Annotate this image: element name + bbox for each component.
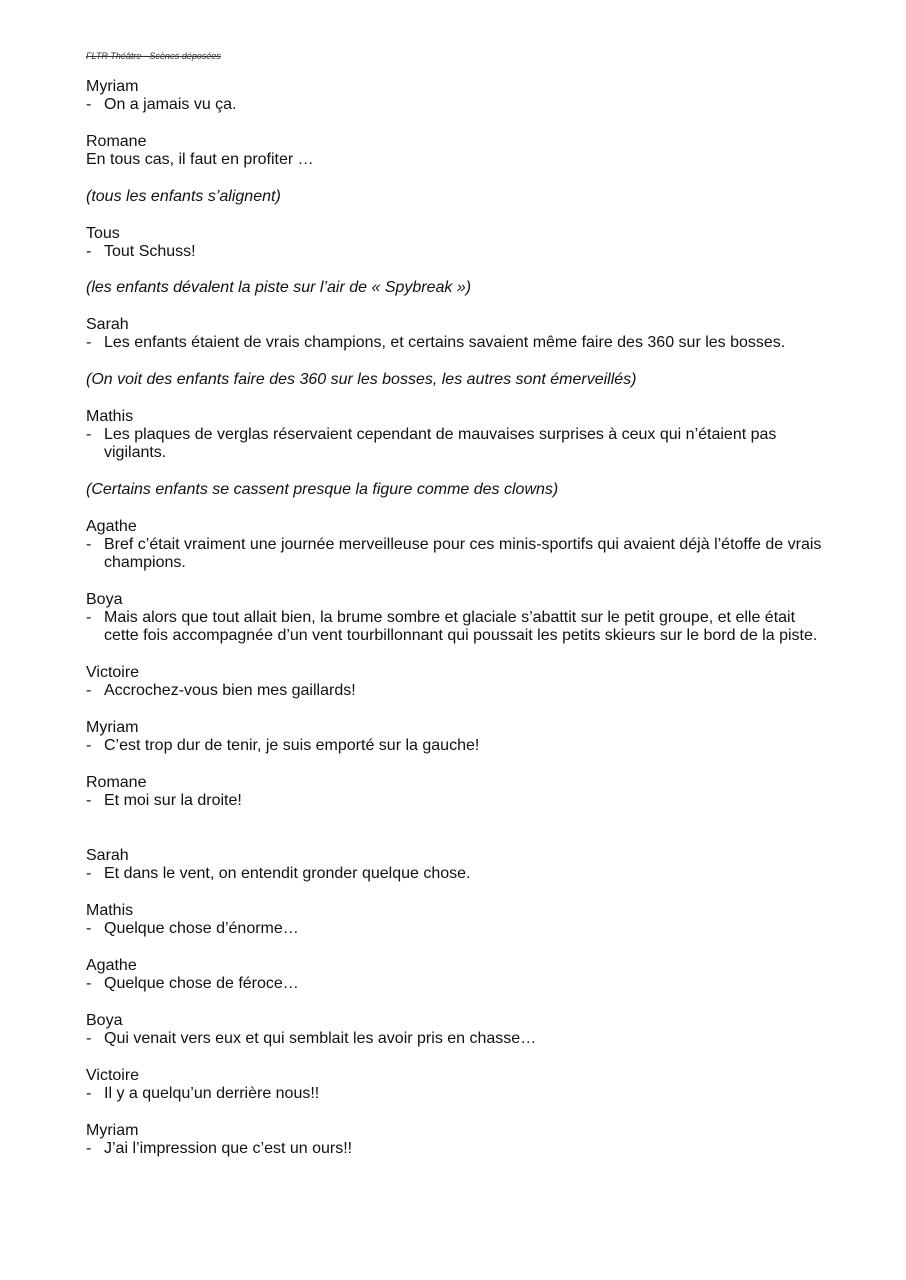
stage-direction: (Certains enfants se cassent presque la figure comme des clowns) [86,480,559,498]
speaker-name: Mathis [86,901,134,919]
dialogue-line [86,682,826,700]
dialogue-dash: - [86,1139,92,1157]
speaker-name: Sarah [86,846,129,864]
dialogue-dash: - [86,242,92,260]
dialogue-line [86,737,826,755]
dialogue-block [86,719,826,755]
dialogue-block [86,957,826,993]
dialogue-block [86,1067,826,1103]
speaker-name: Victoire [86,663,140,681]
dialogue-dash: - [86,608,92,626]
dialogue-line [86,920,826,938]
dialogue-block [86,78,826,114]
speaker-name: Mathis [86,407,134,425]
dialogue-dash: - [86,736,92,754]
dialogue-dash: - [86,681,92,699]
stage-direction: (les enfants dévalent la piste sur l’air de « Spybreak ») [86,279,472,297]
speaker-name: Myriam [86,718,139,736]
dialogue-dash: - [86,975,92,992]
dialogue-dash: - [86,1029,92,1047]
dialogue-block [86,847,826,883]
dialogue-block [86,408,826,463]
speaker-name: Sarah [86,316,129,334]
dialogue-line [86,536,826,572]
dialogue-text: J’ai l’impression que c’est un ours!! [104,1139,353,1157]
dialogue-dash: - [86,791,92,809]
dialogue-dash: - [86,535,92,553]
speaker-name: Romane [86,132,147,150]
dialogue-text: Quelque chose de féroce… [104,975,299,992]
speaker-name: Myriam [86,1121,139,1139]
dialogue-text: On a jamais vu ça. [104,96,237,114]
dialogue-dash: - [86,1084,92,1102]
dialogue-text: C’est trop dur de tenir, je suis emporté sur la gauche! [104,736,480,754]
dialogue-dash: - [86,425,92,443]
dialogue-line [86,865,826,883]
dialogue-line [86,1140,826,1158]
dialogue-text: Bref c’était vraiment une journée merveilleuse pour ces minis-sportifs qui avaient déjà l’étoffe de vrais champions. [104,535,822,571]
dialogue-block [86,591,826,646]
dialogue-line [86,426,826,462]
dialogue-dash: - [86,865,92,883]
dialogue-block [86,225,826,261]
dialogue-line [86,334,826,352]
dialogue-dash: - [86,920,92,938]
speaker-name: Boya [86,590,123,608]
speaker-name: Agathe [86,517,137,535]
dialogue-text: Accrochez-vous bien mes gaillards! [104,681,356,699]
dialogue-block [86,1012,826,1048]
speaker-name: Agathe [86,956,137,974]
dialogue-block [86,1122,826,1158]
speaker-name: Victoire [86,1066,140,1084]
dialogue-text: Quelque chose d’énorme… [104,920,299,938]
dialogue-text: Il y a quelqu’un derrière nous!! [104,1084,320,1102]
speaker-name: Boya [86,1011,123,1029]
dialogue-dash: - [86,334,92,352]
dialogue-line [86,1030,826,1048]
dialogue-line [86,975,826,993]
dialogue-line [86,1085,826,1103]
dialogue-block [86,133,826,169]
speaker-name: Tous [86,224,120,242]
document-page [86,50,826,1176]
dialogue-text: En tous cas, il faut en profiter … [86,151,314,169]
dialogue-dash: - [86,96,92,114]
script-body [86,78,826,1158]
dialogue-block [86,518,826,573]
dialogue-text: Les plaques de verglas réservaient cependant de mauvaises surprises à ceux qui n’étaient pas vigilants. [104,425,777,462]
dialogue-line [86,792,826,810]
dialogue-block [86,316,826,352]
dialogue-block [86,902,826,938]
dialogue-text: Les enfants étaient de vrais champions, et certains savaient même faire des 360 sur les bosses. [104,334,786,352]
dialogue-text: Et dans le vent, on entendit gronder quelque chose. [104,865,471,883]
dialogue-line [86,243,826,261]
dialogue-line [86,609,826,645]
dialogue-block [86,774,826,810]
dialogue-block [86,664,826,700]
dialogue-line [86,96,826,114]
speaker-name: Myriam [86,78,139,95]
speaker-name: Romane [86,773,147,791]
dialogue-text: Qui venait vers eux et qui semblait les avoir pris en chasse… [104,1029,537,1047]
stage-direction: (tous les enfants s’alignent) [86,187,281,205]
page-header: FLTR Théâtre - Scènes déposées [86,51,221,61]
dialogue-text: Tout Schuss! [104,242,196,260]
dialogue-text: Et moi sur la droite! [104,791,242,809]
dialogue-text: Mais alors que tout allait bien, la brume sombre et glaciale s’abattit sur le petit groupe, et elle était cette fois accompagnée d’un vent tourbillonnant qui poussait les petits skieurs sur le bord de la piste. [104,608,818,645]
stage-direction: (On voit des enfants faire des 360 sur les bosses, les autres sont émerveillés) [86,371,637,389]
